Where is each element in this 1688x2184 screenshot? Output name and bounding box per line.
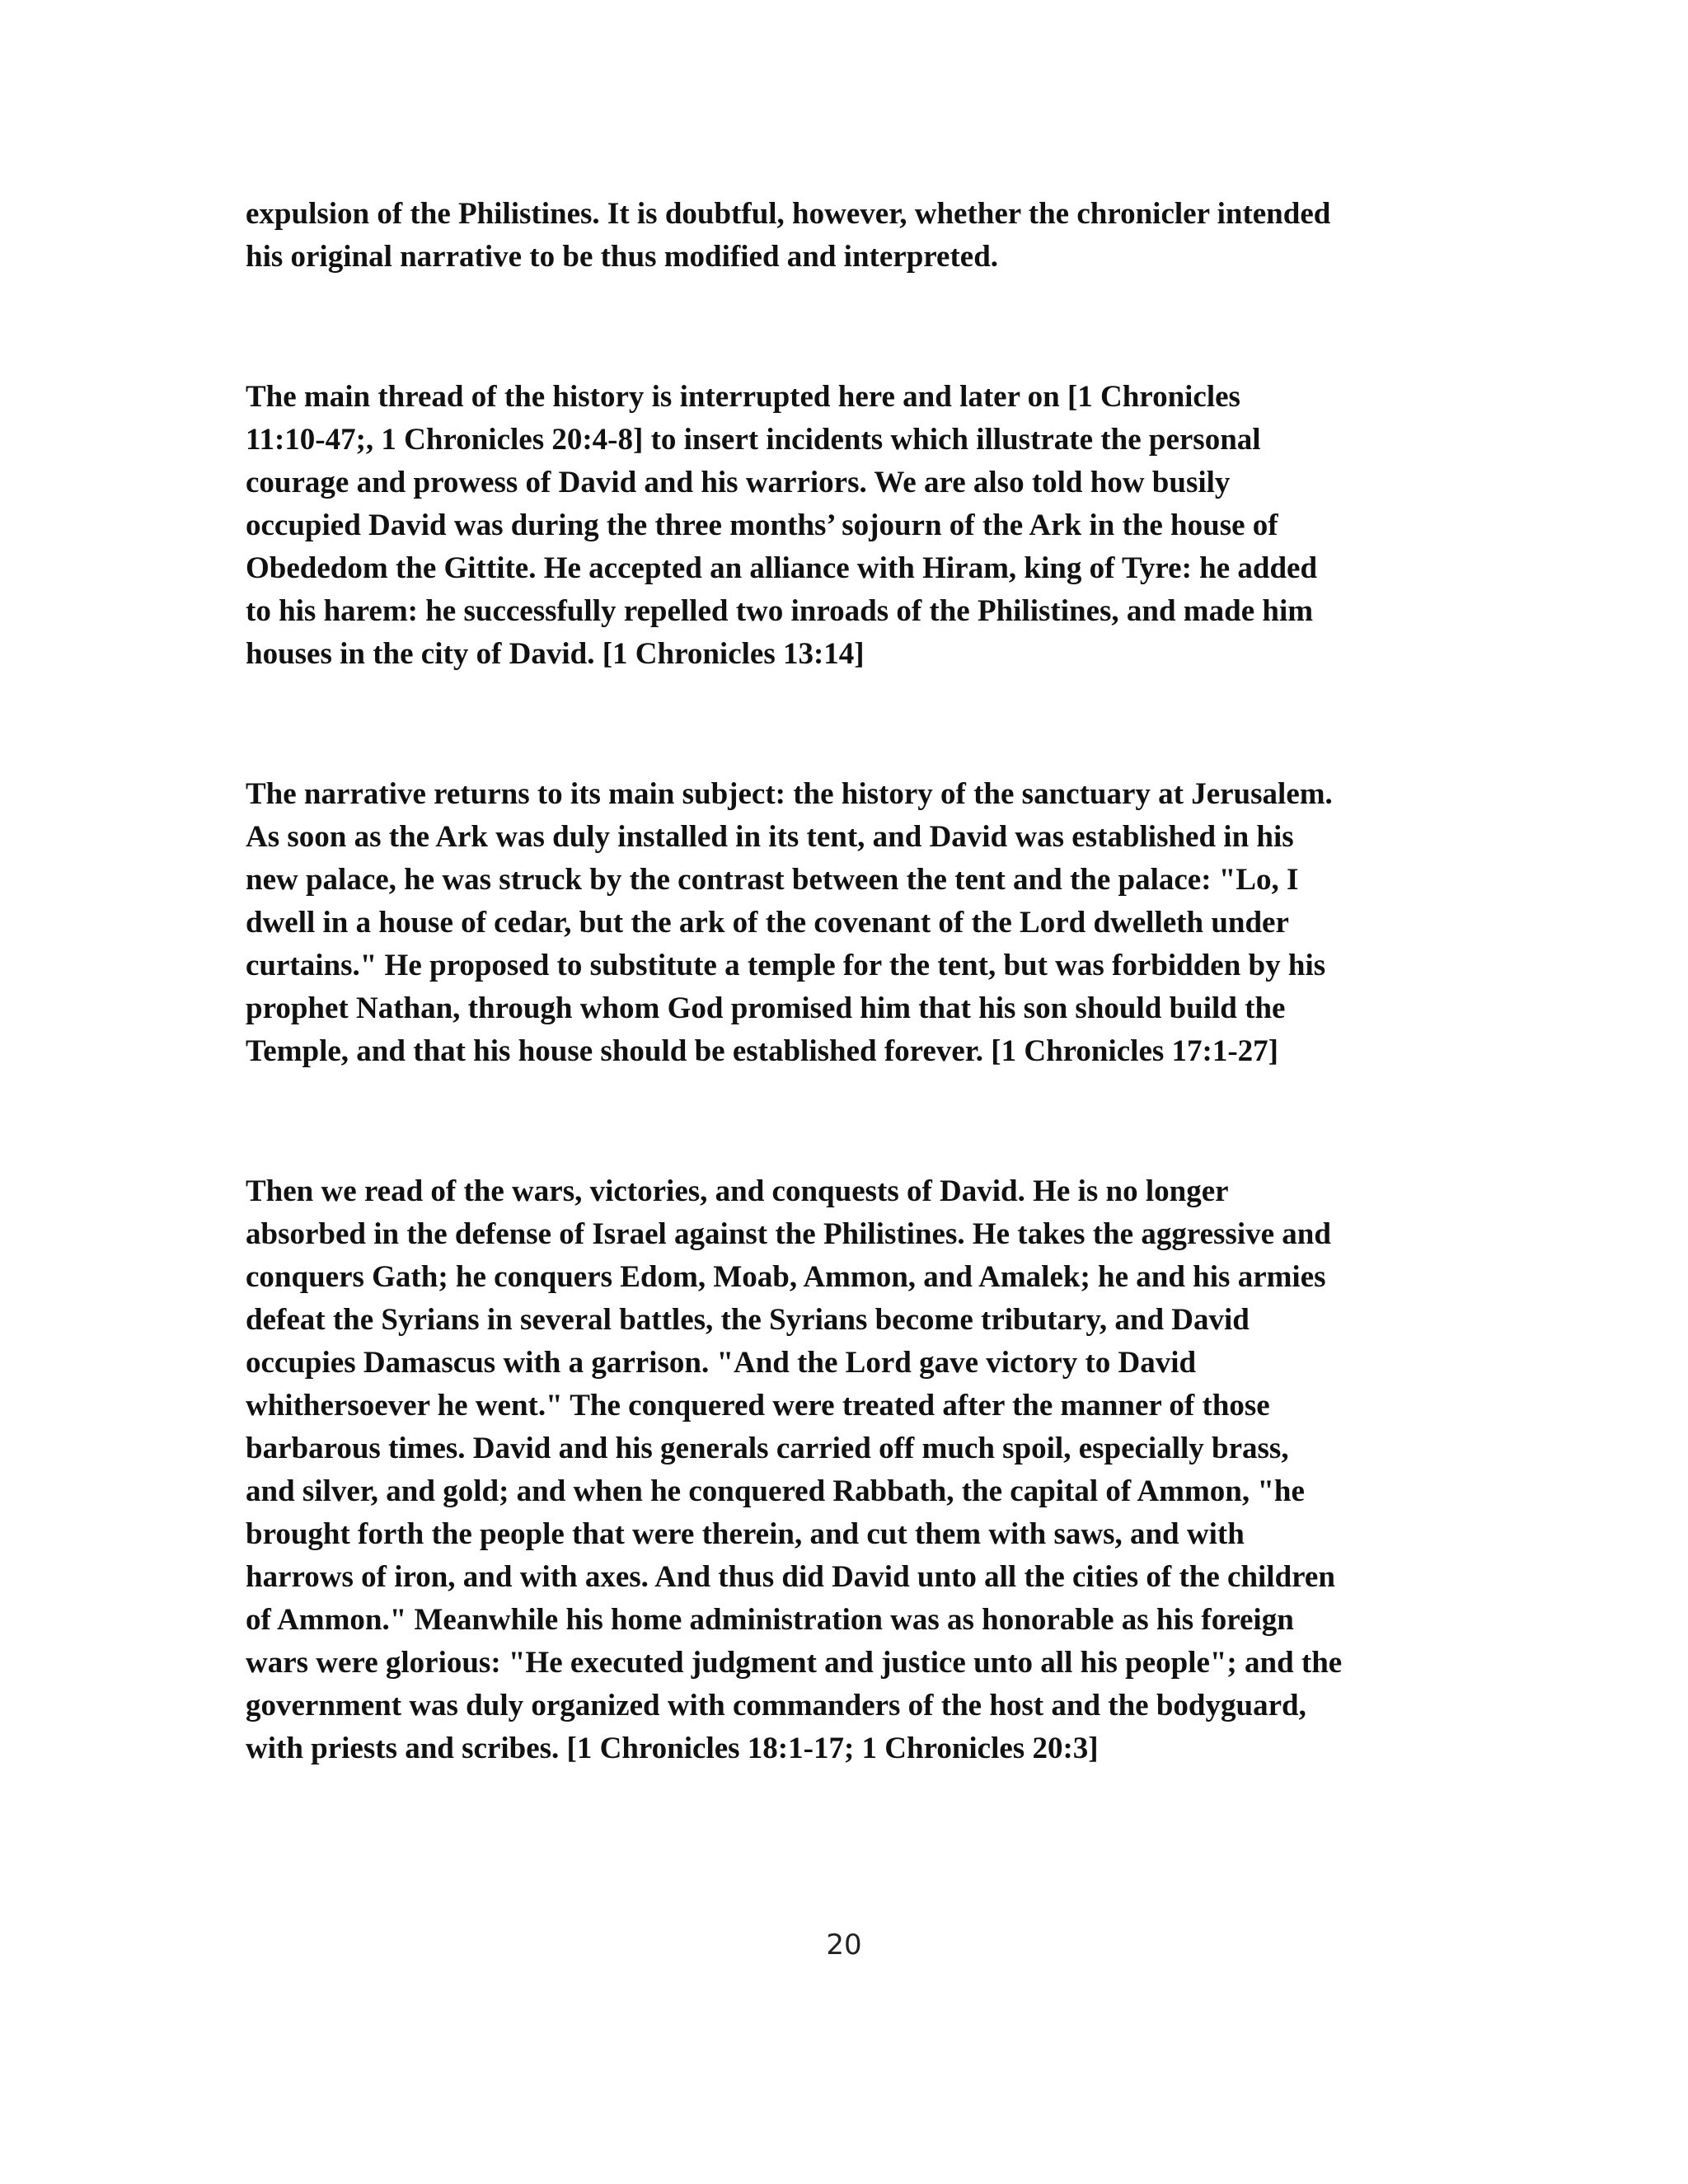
text-line: new palace, he was struck by the contrast between the tent and the palace: "Lo, I	[246, 863, 1299, 897]
text-line: government was duly organized with commanders of the host and the bodyguard,	[246, 1689, 1306, 1722]
text-line: occupies Damascus with a garrison. "And the Lord gave victory to David	[246, 1346, 1197, 1380]
text-line: conquers Gath; he conquers Edom, Moab, Ammon, and Amalek; he and his armies	[246, 1260, 1326, 1294]
text-line: dwell in a house of cedar, but the ark of the covenant of the Lord dwelleth under	[246, 906, 1289, 940]
text-line: and silver, and gold; and when he conquered Rabbath, the capital of Ammon, "he	[246, 1474, 1305, 1508]
text-line: occupied David was during the three months’ sojourn of the Ark in the house of	[246, 509, 1278, 542]
text-line: whithersoever he went." The conquered were treated after the manner of those	[246, 1389, 1270, 1422]
text-line: As soon as the Ark was duly installed in its tent, and David was established in his	[246, 820, 1294, 854]
text-line: wars were glorious: "He executed judgment and justice unto all his people"; and the	[246, 1646, 1343, 1680]
text-line: harrows of iron, and with axes. And thus did David unto all the cities of the children	[246, 1560, 1335, 1594]
text-line: Temple, and that his house should be established forever. [1 Chronicles 17:1-27]	[246, 1034, 1278, 1068]
text-line: with priests and scribes. [1 Chronicles 18:1-17; 1 Chronicles 20:3]	[246, 1732, 1099, 1765]
text-line: barbarous times. David and his generals carried off much spoil, especially brass,	[246, 1432, 1289, 1465]
text-line: prophet Nathan, through whom God promised him that his son should build the	[246, 991, 1286, 1025]
text-line: courage and prowess of David and his warriors. We are also told how busily	[246, 466, 1231, 499]
text-line: his original narrative to be thus modified and interpreted.	[246, 240, 999, 274]
text-line: houses in the city of David. [1 Chronicles 13:14]	[246, 637, 865, 671]
text-line: The narrative returns to its main subject: the history of the sanctuary at Jerusalem.	[246, 777, 1333, 811]
text-line: brought forth the people that were therein, and cut them with saws, and with	[246, 1517, 1245, 1551]
text-line: expulsion of the Philistines. It is doubtful, however, whether the chronicler intended	[246, 197, 1331, 231]
text-line: The main thread of the history is interrupted here and later on [1 Chronicles	[246, 380, 1240, 414]
text-line: absorbed in the defense of Israel against the Philistines. He takes the aggressive and	[246, 1217, 1331, 1251]
page-number: 20	[826, 1929, 862, 1961]
text-line: curtains." He proposed to substitute a temple for the tent, but was forbidden by his	[246, 949, 1326, 982]
text-line: defeat the Syrians in several battles, the Syrians become tributary, and David	[246, 1303, 1250, 1337]
text-line: 11:10-47;, 1 Chronicles 20:4-8] to insert incidents which illustrate the personal	[246, 423, 1261, 457]
text-line: to his harem: he successfully repelled two inroads of the Philistines, and made him	[246, 594, 1314, 628]
text-line: Then we read of the wars, victories, and conquests of David. He is no longer	[246, 1174, 1229, 1208]
text-line: of Ammon." Meanwhile his home administration was as honorable as his foreign	[246, 1603, 1294, 1637]
text-line: Obededom the Gittite. He accepted an alliance with Hiram, king of Tyre: he added	[246, 551, 1318, 585]
